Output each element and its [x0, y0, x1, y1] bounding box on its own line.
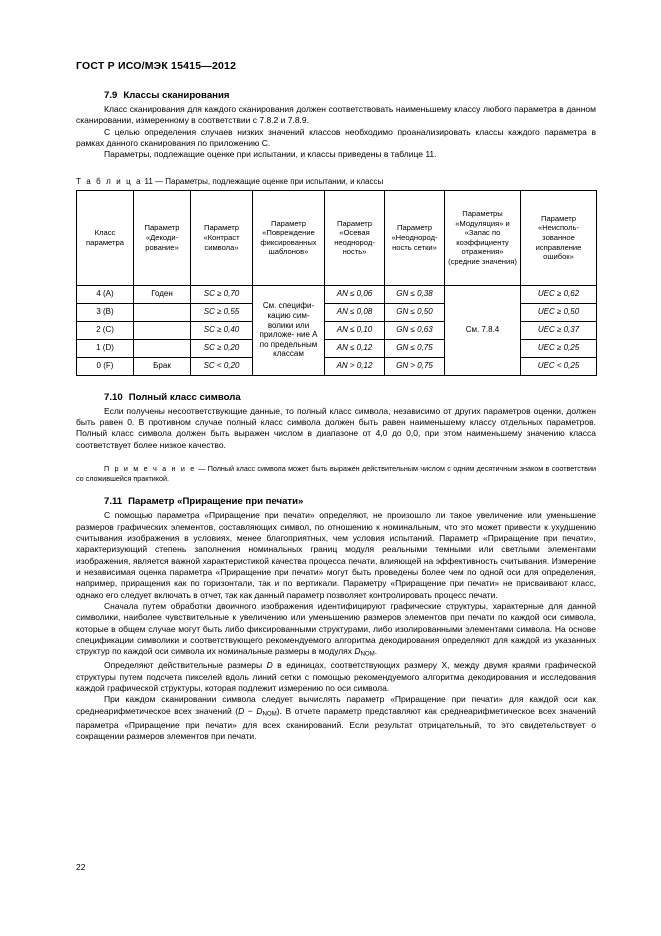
section-7-9-paragraph-1: Класс сканирования для каждого сканирования должен соответствовать наименьшему классу любого параметра в данном сканировании, измеренному в соответствии с 7.8.2 и 7.8.9. — [76, 104, 596, 126]
cell-uec: UEC ≥ 0,62 — [521, 285, 597, 303]
cell-modulation: См. 7.8.4 — [445, 285, 521, 375]
para3-text-a: Определяют действительные размеры — [104, 660, 267, 671]
cell-uec: UEC < 0,25 — [521, 357, 597, 375]
section-7-11-paragraph-4 — [76, 694, 596, 742]
para3-text-b: в единицах, соответствующих размеру X, между двумя краями графической структуры путем подсчета пикселей вдоль линий сетки с помощью рекомендуемого алгоритма декодирования и исследования каждой графической структуры, которая подлежит измерению по оси символа. — [76, 660, 596, 693]
para2-subscript-nom: NOM — [360, 650, 375, 658]
cell-uec: UEC ≥ 0,50 — [521, 303, 597, 321]
cell-axial: AN ≤ 0,08 — [325, 303, 385, 321]
section-heading-7-9 — [76, 90, 596, 101]
section-7-9-paragraph-2: С целью определения случаев низких значений классов необходимо проанализировать классы каждого параметра в рамках данного сканирования по приложению С. — [76, 126, 596, 149]
table-caption-text: — Параметры, подлежащие оценке при испытании, и классы — [155, 176, 384, 186]
cell-class: 0 (F) — [77, 357, 134, 375]
section-7-11-paragraph-2 — [76, 601, 596, 660]
cell-contrast: SC ≥ 0,40 — [191, 321, 253, 339]
section-heading-7-11 — [76, 496, 596, 507]
cell-uec: UEC ≥ 0,25 — [521, 339, 597, 357]
para4-variable-d2: D — [256, 705, 263, 716]
table-row — [77, 285, 597, 303]
section-number-7-10: 7.10 — [104, 391, 123, 403]
cell-axial: AN ≤ 0,10 — [325, 321, 385, 339]
cell-axial: AN ≤ 0,12 — [325, 339, 385, 357]
cell-damage: См. специфи- кацию сим- волики или приложе- ние А по предельным классам — [253, 285, 325, 375]
para4-minus: − — [244, 705, 257, 716]
cell-class: 2 (C) — [77, 321, 134, 339]
cell-grid: GN ≤ 0,63 — [385, 321, 445, 339]
cell-class: 3 (B) — [77, 303, 134, 321]
section-7-10-note — [76, 464, 596, 483]
section-7-11-paragraph-1: С помощью параметра «Приращение при печати» определяют, не произошло ли такое увеличение или уменьшение размеров графических элементов, составляющих символ, по отношению к номинальным, что это может привести к ухудшению считывания изображения в условиях, менее благоприятных, чем условия испытаний. Параметр «Приращение при печати», характеризующий степень заполнения номинальных границ модуля реальными темными или светлыми элементами изображения, является важной характеристикой качества процесса печати, влияющей на эффективность считывания. Измерение и независимая оценка параметра «Приращение при печати» могут быть проведены более чем по одной оси для определения, например, приращения как по горизонтали, так и по вертикали. Параметру «Приращение при печати» не присваивают класс, однако его следует включать в отчет, так как данный параметр позволяет контролировать процесс печати. — [76, 510, 596, 600]
col-header-modulation-reflectance: Параметры «Модуляция» и «Запас по коэффициенту отражения» (средние значения) — [445, 190, 521, 285]
section-heading-7-10 — [76, 392, 596, 403]
section-7-9-paragraph-3: Параметры, подлежащие оценке при испытании, и классы приведены в таблице 11. — [104, 149, 437, 160]
cell-class: 4 (A) — [77, 285, 134, 303]
document-standard-header: ГОСТ Р ИСО/МЭК 15415—2012 — [76, 60, 237, 72]
cell-axial: AN ≤ 0,06 — [325, 285, 385, 303]
page-content — [76, 60, 596, 742]
table-11-caption — [76, 177, 596, 186]
col-header-class: Класс параметра — [77, 190, 134, 285]
para2-text-b: . — [374, 646, 378, 657]
section-title-7-9: Классы сканирования — [123, 90, 230, 101]
cell-uec: UEC ≥ 0,37 — [521, 321, 597, 339]
col-header-symbol-contrast: Параметр «Контраст символа» — [191, 190, 253, 285]
table-header-row — [77, 190, 597, 285]
note-label: П р и м е ч а н и е — [104, 464, 196, 474]
section-7-11-paragraph-3 — [76, 660, 596, 694]
cell-contrast: SC ≥ 0,20 — [191, 339, 253, 357]
cell-decode — [134, 321, 191, 339]
page-number: 22 — [76, 862, 86, 872]
table-caption-label: Т а б л и ц а — [76, 176, 143, 186]
cell-decode — [134, 303, 191, 321]
cell-contrast: SC < 0,20 — [191, 357, 253, 375]
cell-grid: GN ≤ 0,50 — [385, 303, 445, 321]
section-title-7-10: Полный класс символа — [128, 391, 241, 403]
cell-decode: Брак — [134, 357, 191, 375]
col-header-grid-nonuniformity: Параметр «Неоднород- ность сетки» — [385, 190, 445, 285]
section-number-7-9: 7.9 — [104, 90, 118, 101]
section-title-7-11: Параметр «Приращение при печати» — [128, 496, 304, 508]
cell-decode: Годен — [134, 285, 191, 303]
col-header-unused-error-correction: Параметр «Неисполь- зованное исправление ошибок» — [521, 190, 597, 285]
note-text: — Полный класс символа может быть выражен действительным числом с одним десятичным знаком в соответствии со сложившейся практикой. — [76, 464, 596, 483]
cell-axial: AN > 0,12 — [325, 357, 385, 375]
para4-text-a: При каждом сканировании символа следует вычислять параметр «Приращение при печати» для каждой оси как среднеарифметическое всех значений ( — [76, 694, 596, 716]
section-number-7-11: 7.11 — [104, 496, 123, 508]
table-caption-number: 11 — [144, 176, 153, 186]
para2-text-a: Сначала путем обработки двоичного изображения идентифицируют графические структуры, характерные для данной символики, наиболее чувствительные к увеличению или уменьшению размеров элементов при печати по каждой оси символа, которые в общем случае могут быть либо фиксированными структурами, либо изолированными элементами символа. На основе спецификации символики и соответствующего рекомендуемого алгоритма декодирования определяют для каждой из указанных структур по каждой оси символа их номинальные размеры в модулях — [76, 601, 596, 657]
table-11 — [76, 190, 597, 376]
col-header-axial-nonuniformity: Параметр «Осевая неоднород- ность» — [325, 190, 385, 285]
cell-contrast: SC ≥ 0,55 — [191, 303, 253, 321]
para4-subscript-nom: NOM — [262, 710, 277, 718]
cell-grid: GN ≤ 0,38 — [385, 285, 445, 303]
col-header-fixed-pattern-damage: Параметр «Повреждение фиксированных шаблонов» — [253, 190, 325, 285]
para4-variable-d1: D — [238, 705, 245, 716]
cell-grid: GN > 0,75 — [385, 357, 445, 375]
col-header-decode: Параметр «Декоди- рование» — [134, 190, 191, 285]
cell-contrast: SC ≥ 0,70 — [191, 285, 253, 303]
cell-class: 1 (D) — [77, 339, 134, 357]
para4-text-b: ). В отчете параметр представляют как среднеарифметическое всех значений параметра «Приращение при печати» для всех сканирований. Если результат отрицательный, то это свидетельствует о сокращении размеров элементов при печати. — [76, 705, 597, 741]
cell-grid: GN ≤ 0,75 — [385, 339, 445, 357]
cell-decode — [134, 339, 191, 357]
section-7-10-paragraph-1: Если получены несоответствующие данные, то полный класс символа, независимо от других параметров оценки, должен быть равен 0. В противном случае полный класс символа должен быть равен наименьшему классу отдельных параметров. Полный класс символа должен быть выражен числом в диапазоне от 4,0 до 0,0, при этом наименьшему значению класса соответствует более низкое качество. — [76, 405, 596, 450]
para3-variable-d: D — [266, 660, 273, 671]
para2-variable-d: D — [354, 646, 361, 657]
